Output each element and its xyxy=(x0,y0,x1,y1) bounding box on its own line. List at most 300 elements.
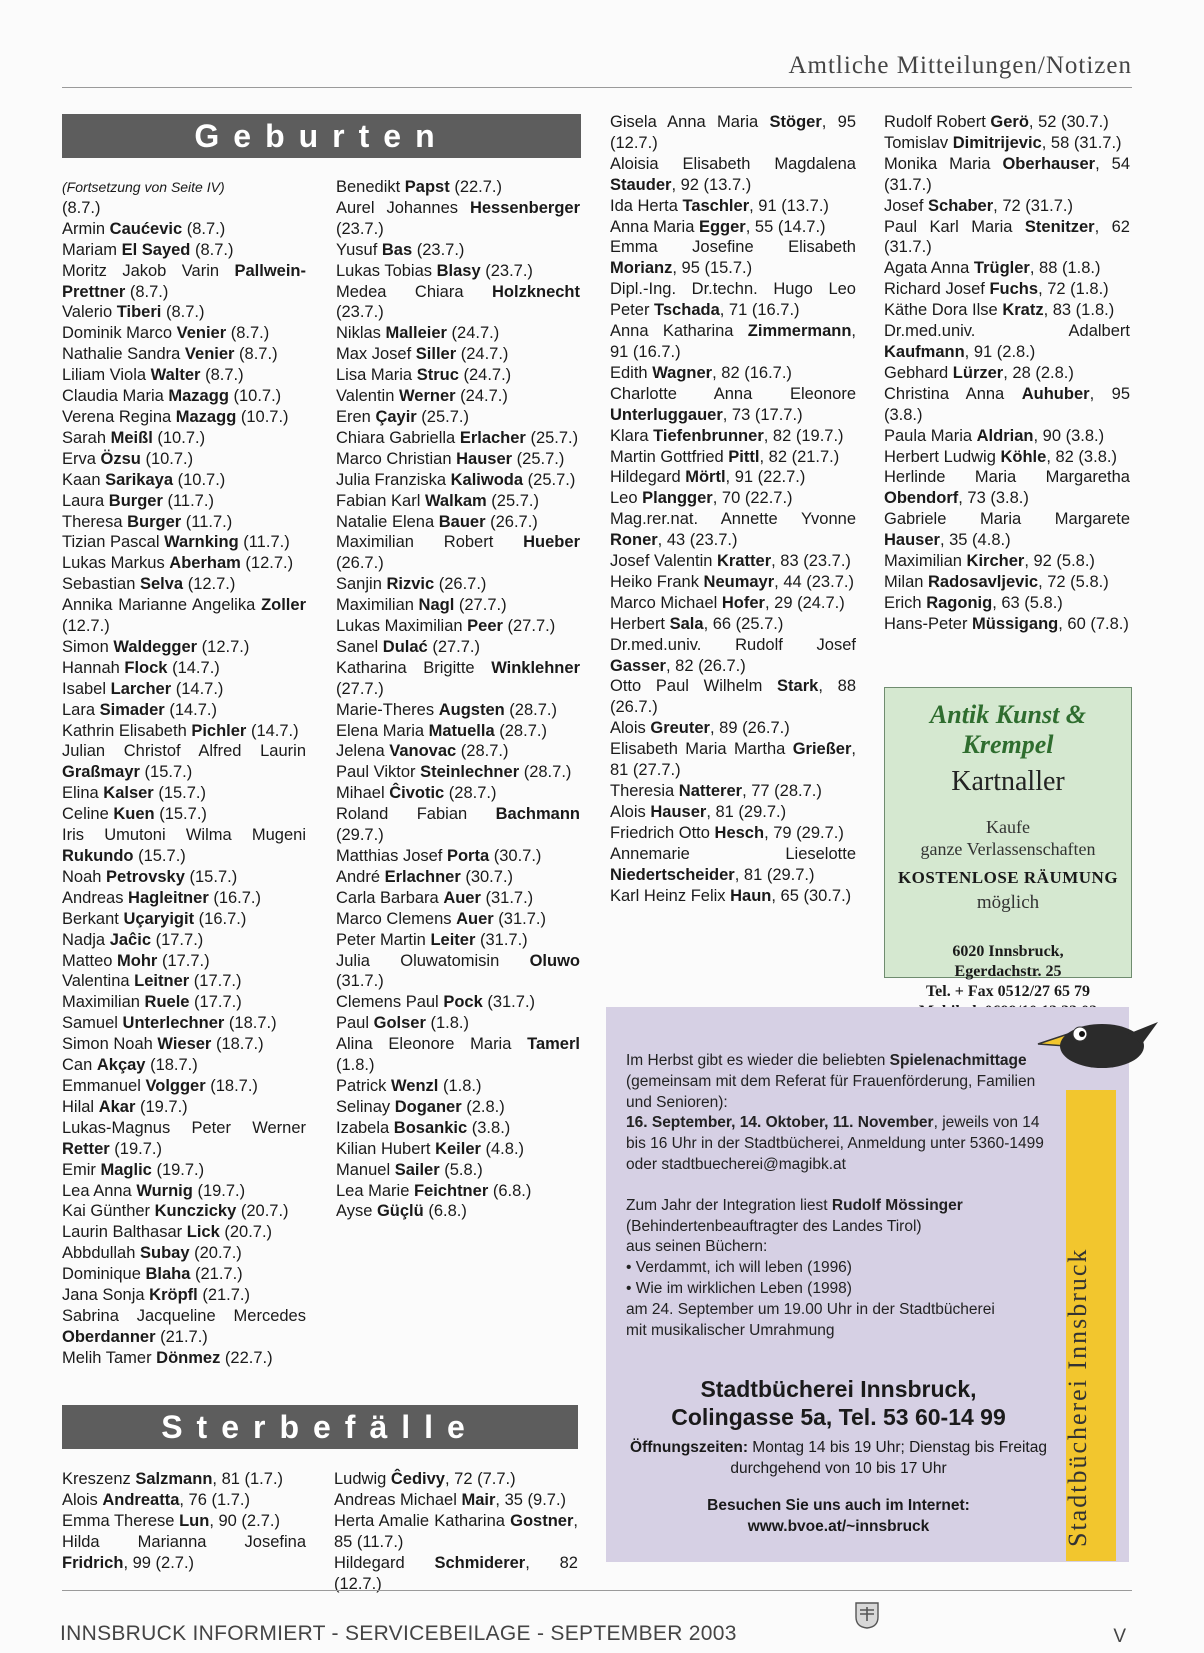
death-entry xyxy=(884,572,1130,593)
entry-surname: Lick xyxy=(186,1223,220,1242)
entry-given-names: Dipl.-Ing. Dr.techn. Hugo Leo Peter xyxy=(610,280,856,320)
entry-surname: Kalser xyxy=(103,784,154,803)
entry-given-names: Emma Josefine Elisabeth xyxy=(610,238,856,257)
birth-entry xyxy=(336,930,580,951)
entry-given-names: Claudia Maria xyxy=(62,387,169,406)
birth-entry xyxy=(62,1076,306,1097)
entry-surname: Burger xyxy=(108,491,163,510)
entry-surname: Subay xyxy=(139,1244,190,1263)
entry-surname: Burger xyxy=(127,512,182,531)
entry-details: , 58 (31.7.) xyxy=(1041,133,1122,152)
entry-given-names: Selinay xyxy=(336,1097,395,1116)
entry-surname: Warnking xyxy=(164,533,239,552)
death-entry xyxy=(610,844,856,886)
death-entry xyxy=(610,217,856,238)
entry-given-names: Natalie Elena xyxy=(336,512,439,531)
death-entry xyxy=(884,363,1130,384)
entry-details: (10.7.) xyxy=(140,449,194,468)
library-p2-b: (Behindertenbeauftragter des Landes Tirol) xyxy=(626,1217,922,1235)
entry-details: (31.7.) xyxy=(493,909,546,928)
birth-entry xyxy=(62,240,306,261)
deaths-column-4 xyxy=(884,112,1130,635)
entry-given-names: Valentina xyxy=(62,972,135,991)
death-entry xyxy=(610,718,856,739)
death-entry xyxy=(610,321,856,363)
birth-entry xyxy=(62,344,306,365)
birth-entry xyxy=(336,595,580,616)
death-entry xyxy=(884,384,1130,426)
entry-given-names: Roland Fabian xyxy=(336,805,496,824)
entry-given-names: Jana Sonja xyxy=(62,1286,150,1305)
library-web-text: Besuchen Sie uns auch im Internet: xyxy=(707,1497,970,1514)
ad-line1: Kaufe xyxy=(986,817,1030,837)
birth-entry xyxy=(336,386,580,407)
entry-surname: Winklehner xyxy=(491,658,580,677)
entry-surname: Akçay xyxy=(96,1056,146,1075)
entry-given-names: Izabela xyxy=(336,1118,394,1137)
entry-given-names: Hilal xyxy=(62,1097,99,1116)
entry-surname: Pock xyxy=(443,993,483,1012)
entry-given-names: Laura xyxy=(62,491,109,510)
entry-given-names: Julian Christof Alfred Laurin xyxy=(62,742,306,761)
entry-details: (24.7.) xyxy=(456,345,509,364)
births-column-2 xyxy=(336,177,580,1222)
entry-given-names: Rudolf Robert xyxy=(884,113,991,131)
death-entry xyxy=(610,823,856,844)
death-entry xyxy=(884,133,1130,154)
entry-details: (4.8.) xyxy=(480,1139,525,1158)
entry-surname: Ĉedivy xyxy=(390,1470,445,1488)
death-entry xyxy=(884,196,1130,217)
entry-given-names: Paul Karl Maria xyxy=(884,217,1025,236)
death-entry xyxy=(610,739,856,781)
entry-given-names: Iris Umutoni Wilma Mugeni xyxy=(62,826,306,845)
entry-details: (27.7.) xyxy=(502,617,556,636)
entry-surname: Hessenberger xyxy=(469,198,580,217)
entry-details: (11.7.) xyxy=(181,512,233,531)
entry-given-names: Lisa Maria xyxy=(336,366,417,385)
entry-details: , 63 (5.8.) xyxy=(992,593,1063,612)
entry-given-names: Lukas Markus xyxy=(62,554,170,573)
entry-details: (24.7.) xyxy=(455,387,508,406)
library-name xyxy=(626,1375,1051,1431)
birth-entry xyxy=(336,637,580,658)
entry-given-names: Sarah xyxy=(62,428,111,447)
entry-details: (10.7.) xyxy=(236,407,289,426)
entry-given-names: Herbert xyxy=(610,614,670,633)
death-entry xyxy=(884,614,1130,635)
birth-entry xyxy=(336,951,580,993)
entry-details: , 92 (13.7.) xyxy=(671,175,752,194)
birth-entry xyxy=(336,323,580,344)
entry-details: (17.7.) xyxy=(189,993,242,1012)
entry-details: , 95 (15.7.) xyxy=(672,259,753,278)
entry-surname: Simader xyxy=(99,700,165,719)
entry-given-names: Benedikt xyxy=(336,178,405,196)
entry-given-names: Dr.med.univ. Adalbert xyxy=(884,322,1130,341)
entry-surname: Caućevic xyxy=(109,219,183,238)
entry-surname: Müssigang xyxy=(972,614,1059,633)
entry-surname: Selva xyxy=(139,575,184,594)
entry-details: , 83 (1.8.) xyxy=(1043,301,1115,320)
entry-given-names: Alois xyxy=(62,1490,103,1509)
entry-surname: Roner xyxy=(610,531,658,550)
death-entry xyxy=(610,363,856,384)
entry-details: (19.7.) xyxy=(109,1139,162,1158)
entry-given-names: Simon Noah xyxy=(62,1035,158,1054)
death-entry xyxy=(62,1490,306,1511)
entry-surname: Taschler xyxy=(682,196,750,215)
birth-entry xyxy=(62,1118,306,1160)
entry-given-names: Emma Therese xyxy=(62,1511,180,1530)
birth-entry xyxy=(336,512,580,533)
entry-surname: Steinlechner xyxy=(420,763,520,782)
entry-surname: Salzmann xyxy=(135,1470,213,1488)
birth-entry xyxy=(62,595,306,637)
birth-entry xyxy=(336,1201,580,1222)
entry-details: , 55 (14.7.) xyxy=(745,217,826,236)
entry-given-names: Manuel xyxy=(336,1160,395,1179)
birth-entry xyxy=(336,428,580,449)
entry-surname: Venier xyxy=(176,324,227,343)
entry-surname: Grießer xyxy=(792,740,852,759)
entry-given-names: Sabrina Jacqueline Mercedes xyxy=(62,1306,306,1325)
birth-entry xyxy=(62,219,306,240)
birth-entry xyxy=(62,1222,306,1243)
entry-details: (3.8.) xyxy=(467,1118,511,1137)
entry-details: (20.7.) xyxy=(219,1223,273,1242)
entry-given-names: Josef Valentin xyxy=(610,552,718,571)
entry-given-names: Anna Maria xyxy=(610,217,699,236)
birth-entry xyxy=(336,762,580,783)
library-vertical-label: Stadtbücherei Innsbruck xyxy=(1063,1247,1092,1547)
entry-details: (27.7.) xyxy=(454,596,507,615)
entry-surname: Struc xyxy=(416,366,459,385)
entry-given-names: Clemens Paul xyxy=(336,993,444,1012)
entry-surname: Andreatta xyxy=(102,1490,180,1509)
entry-surname: Stark xyxy=(777,677,819,696)
entry-surname: Werner xyxy=(399,387,456,406)
entry-surname: Mazagg xyxy=(175,407,237,426)
entry-given-names: Kilian Hubert xyxy=(336,1139,436,1158)
death-entry xyxy=(884,112,1130,133)
entry-surname: Mörtl xyxy=(685,468,726,487)
entry-details: (28.7.) xyxy=(504,700,557,719)
entry-surname: Gasser xyxy=(610,656,666,675)
entry-given-names: Alois xyxy=(610,802,651,821)
entry-given-names: Erva xyxy=(62,449,101,468)
entry-surname: Meißl xyxy=(110,428,153,447)
entry-surname: Augsten xyxy=(438,700,505,719)
birth-entry xyxy=(62,1243,306,1264)
entry-surname: Porta xyxy=(446,847,490,865)
death-entry xyxy=(62,1511,306,1532)
birth-entry xyxy=(336,1139,580,1160)
footer-title: INNSBRUCK INFORMIERT - SERVICEBEILAGE - SEPTEMBER 2003 xyxy=(60,1622,737,1645)
entry-surname: Stöger xyxy=(769,113,822,131)
entry-surname: Kratz xyxy=(1002,301,1044,320)
ad-logo: Antik Kunst & Krempel xyxy=(929,700,1087,759)
entry-surname: Flock xyxy=(124,658,168,677)
entry-surname: Gerö xyxy=(990,113,1029,131)
entry-details: (28.7.) xyxy=(444,784,497,803)
entry-surname: Tschada xyxy=(654,301,720,320)
library-p1-d: , jeweils von 14 bis 16 Uhr in der Stadtbücherei, Anmeldung unter 5360-1499 oder stadtbuecherei@magibk.at xyxy=(626,1114,1044,1173)
entry-given-names: Herlinde Maria Margaretha xyxy=(884,468,1130,487)
entry-given-names: Kreszenz xyxy=(62,1470,136,1488)
death-entry xyxy=(884,551,1130,572)
entry-details: (8.7.) xyxy=(190,240,234,259)
entry-details: (31.7.) xyxy=(475,930,528,949)
birth-entry xyxy=(62,512,306,533)
death-entry xyxy=(884,426,1130,447)
entry-given-names: Elena Maria xyxy=(336,721,429,740)
innsbruck-crest-icon xyxy=(854,1601,880,1629)
entry-given-names: Hannah xyxy=(62,658,125,677)
library-hours-text: Montag 14 bis 19 Uhr; Dienstag bis Freitag durchgehend von 10 bis 17 Uhr xyxy=(730,1439,1047,1477)
entry-surname: Vanovac xyxy=(389,742,457,761)
entry-details: (6.8.) xyxy=(488,1181,532,1200)
entry-given-names: Paul Viktor xyxy=(336,763,421,782)
entry-given-names: Hildegard xyxy=(334,1553,435,1572)
entry-given-names: Laurin Balthasar xyxy=(62,1223,187,1242)
entry-surname: Egger xyxy=(698,217,746,236)
entry-details: (8.7.) xyxy=(161,303,205,322)
birth-entry xyxy=(336,658,580,700)
entry-given-names: Marie-Theres xyxy=(336,700,439,719)
entry-surname: Kratter xyxy=(717,552,772,571)
entry-surname: Kaufmann xyxy=(884,342,965,361)
entry-given-names: Charlotte Anna Eleonore xyxy=(610,384,856,403)
library-p1-a: Im Herbst gibt es wieder die beliebten xyxy=(626,1052,890,1069)
entry-given-names: Hildegard xyxy=(610,468,686,487)
entry-surname: Plangger xyxy=(642,489,713,508)
entry-surname: Çayir xyxy=(375,407,417,426)
birth-entry xyxy=(336,616,580,637)
entry-given-names: Nathalie Sandra xyxy=(62,345,185,364)
birth-entry xyxy=(62,1181,306,1202)
entry-details: (25.7.) xyxy=(512,449,565,468)
death-entry xyxy=(610,886,856,907)
entry-details: (12.7.) xyxy=(197,637,250,656)
entry-details: (23.7.) xyxy=(412,240,465,259)
birth-entry xyxy=(62,679,306,700)
entry-given-names: Maximilian xyxy=(336,596,419,615)
birth-entry xyxy=(62,1201,306,1222)
entry-given-names: Carla Barbara xyxy=(336,888,444,907)
death-entry xyxy=(610,781,856,802)
entry-details: (16.7.) xyxy=(208,888,262,907)
death-entry xyxy=(884,593,1130,614)
bird-icon xyxy=(1030,1004,1160,1084)
ad-address2: Egerdachstr. 25 xyxy=(954,963,1062,980)
entry-details: (25.7.) xyxy=(525,428,579,447)
entry-surname: Auer xyxy=(443,888,481,907)
entry-details: , 92 (5.8.) xyxy=(1024,552,1095,571)
entry-surname: Hesch xyxy=(714,823,765,842)
entry-details: , 72 (31.7.) xyxy=(993,196,1073,215)
entry-details: , 81 (1.7.) xyxy=(212,1470,284,1488)
entry-given-names: Niklas xyxy=(336,324,386,343)
entry-given-names: Lukas Tobias xyxy=(336,261,437,280)
entry-surname: Hofer xyxy=(721,593,765,612)
entry-details: (2.8.) xyxy=(461,1097,505,1116)
entry-surname: Pallwein-Prettner xyxy=(62,261,306,301)
entry-given-names: Katharina Brigitte xyxy=(336,658,492,677)
library-book1: • Verdammt, ich will leben (1996) xyxy=(626,1259,852,1277)
birth-entry xyxy=(336,700,580,721)
entry-given-names: Armin xyxy=(62,219,110,238)
entry-surname: Fridrich xyxy=(62,1553,124,1572)
birth-entry xyxy=(62,553,306,574)
entry-given-names: Sanjin xyxy=(336,575,387,594)
entry-given-names: Richard Josef xyxy=(884,280,990,299)
entry-details: , 73 (3.8.) xyxy=(958,489,1029,508)
death-entry xyxy=(610,488,856,509)
continuation-note: (Fortsetzung von Seite IV) xyxy=(62,179,225,195)
entry-details: , 91 (22.7.) xyxy=(725,468,806,487)
entry-surname: El Sayed xyxy=(121,240,191,259)
library-box xyxy=(606,1007,1129,1562)
library-book2: • Wie im wirklichen Leben (1998) xyxy=(626,1279,852,1297)
entry-surname: Haun xyxy=(730,886,772,905)
entry-details: , 90 (3.8.) xyxy=(1033,426,1105,445)
death-entry xyxy=(610,467,856,488)
entry-given-names: Martin Gottfried xyxy=(610,447,729,466)
antik-advertisement xyxy=(884,687,1132,1000)
entry-given-names: Dominique xyxy=(62,1265,146,1284)
deaths-column-3 xyxy=(610,112,856,906)
entry-surname: Erlachner xyxy=(384,867,461,886)
entry-given-names: André xyxy=(336,867,385,886)
births-banner-title: Geburten xyxy=(194,118,449,154)
birth-entry xyxy=(62,1160,306,1181)
entry-details: (18.7.) xyxy=(211,1035,264,1054)
library-web-url[interactable]: www.bvoe.at/~innsbruck xyxy=(747,1518,930,1535)
entry-details: , 89 (26.7.) xyxy=(709,719,790,738)
entry-given-names: Mariam xyxy=(62,240,122,259)
library-hours xyxy=(626,1437,1051,1479)
entry-given-names: Paul xyxy=(336,1014,374,1033)
entry-details: (29.7.) xyxy=(336,826,384,845)
library-p2-a: Zum Jahr der Integration liest xyxy=(626,1196,832,1214)
entry-details: (11.7.) xyxy=(162,491,214,510)
entry-given-names: Lea Anna xyxy=(62,1181,137,1200)
entry-given-names: Samuel xyxy=(62,1014,123,1033)
birth-entry xyxy=(62,888,306,909)
death-entry xyxy=(884,217,1130,259)
entry-surname: Wieser xyxy=(157,1035,212,1054)
entry-details: (18.7.) xyxy=(145,1056,198,1075)
entry-given-names: Aurel Johannes xyxy=(336,198,470,217)
entry-given-names: Chiara Gabriella xyxy=(336,428,460,447)
entry-given-names: Isabel xyxy=(62,679,111,698)
entry-details: (30.7.) xyxy=(489,847,542,865)
library-name-line1: Stadtbücherei Innsbruck, xyxy=(700,1376,977,1402)
entry-given-names: Edith xyxy=(610,363,653,382)
entry-details: (8.7.) xyxy=(226,324,270,343)
death-entry xyxy=(610,112,856,154)
entry-details: , 77 (28.7.) xyxy=(742,782,822,800)
entry-details: (31.7.) xyxy=(336,972,384,991)
entry-given-names: Elisabeth Maria Martha xyxy=(610,740,793,759)
entry-details: (19.7.) xyxy=(151,1160,205,1179)
entry-details: (16.7.) xyxy=(194,909,247,928)
entry-details: (12.7.) xyxy=(240,554,294,573)
entry-details: , 60 (7.8.) xyxy=(1058,614,1129,633)
entry-surname: Niedertscheider xyxy=(610,865,735,884)
entry-details: (15.7.) xyxy=(139,763,193,782)
entry-given-names: Yusuf xyxy=(336,240,382,259)
entry-given-names: Berkant xyxy=(62,909,124,928)
entry-given-names: Celine xyxy=(62,805,114,824)
entry-given-names: Monika Maria xyxy=(884,154,1003,173)
entry-surname: Doganer xyxy=(394,1097,462,1116)
entry-given-names: Heiko Frank xyxy=(610,572,704,591)
entry-given-names: Erich xyxy=(884,593,927,612)
entry-surname: Nagl xyxy=(418,596,455,615)
entry-details: (14.7.) xyxy=(164,700,218,719)
entry-details: , 66 (25.7.) xyxy=(703,614,784,633)
deaths-banner xyxy=(62,1405,578,1449)
entry-details: (10.7.) xyxy=(152,428,206,447)
birth-entry xyxy=(62,428,306,449)
entry-surname: Uçaryigit xyxy=(123,909,195,928)
entry-details: (17.7.) xyxy=(151,930,204,949)
entry-surname: Mair xyxy=(461,1490,496,1509)
entry-surname: Sarikaya xyxy=(105,470,174,489)
entry-surname: Hauser xyxy=(456,449,513,468)
entry-details: (22.7.) xyxy=(449,178,503,196)
death-entry xyxy=(884,321,1130,363)
birth-entry xyxy=(336,1160,580,1181)
entry-surname: Siller xyxy=(415,345,457,364)
entry-surname: Golser xyxy=(373,1014,426,1033)
birth-entry xyxy=(62,302,306,323)
entry-details: (26.7.) xyxy=(336,554,384,573)
birth-entry xyxy=(62,365,306,386)
entry-given-names: Medea Chiara xyxy=(336,282,492,301)
birth-entry xyxy=(62,992,306,1013)
entry-given-names: Gabriele Maria Margarete xyxy=(884,510,1130,529)
entry-surname: Waldegger xyxy=(113,637,198,656)
entry-surname: Dimitrijevic xyxy=(952,133,1042,152)
birth-entry xyxy=(62,1034,306,1055)
entry-details: (26.7.) xyxy=(434,575,487,594)
entry-details: (12.7.) xyxy=(183,575,236,594)
birth-entry xyxy=(336,177,580,198)
entry-given-names: Max Josef xyxy=(336,345,416,364)
entry-surname: Feichtner xyxy=(413,1181,489,1200)
entry-given-names: Lara xyxy=(62,700,100,719)
entry-given-names: Gisela Anna Maria xyxy=(610,113,770,131)
birth-entry xyxy=(336,574,580,595)
entry-surname: Sala xyxy=(669,614,704,633)
entry-details: , 91 (2.8.) xyxy=(964,342,1036,361)
entry-surname: Stauder xyxy=(610,175,672,194)
library-hours-label: Öffnungszeiten: xyxy=(630,1439,748,1456)
entry-details: (20.7.) xyxy=(189,1244,242,1263)
entry-details: (31.7.) xyxy=(482,993,536,1012)
death-entry xyxy=(610,426,856,447)
entry-details: , 44 (23.7.) xyxy=(774,572,854,591)
entry-details: (14.7.) xyxy=(167,658,220,677)
entry-given-names: Fabian Karl xyxy=(336,491,425,510)
entry-surname: Peer xyxy=(467,617,503,636)
entry-surname: Köhle xyxy=(1000,447,1047,466)
entry-surname: Hauser xyxy=(650,802,707,821)
entry-given-names: Simon xyxy=(62,637,114,656)
